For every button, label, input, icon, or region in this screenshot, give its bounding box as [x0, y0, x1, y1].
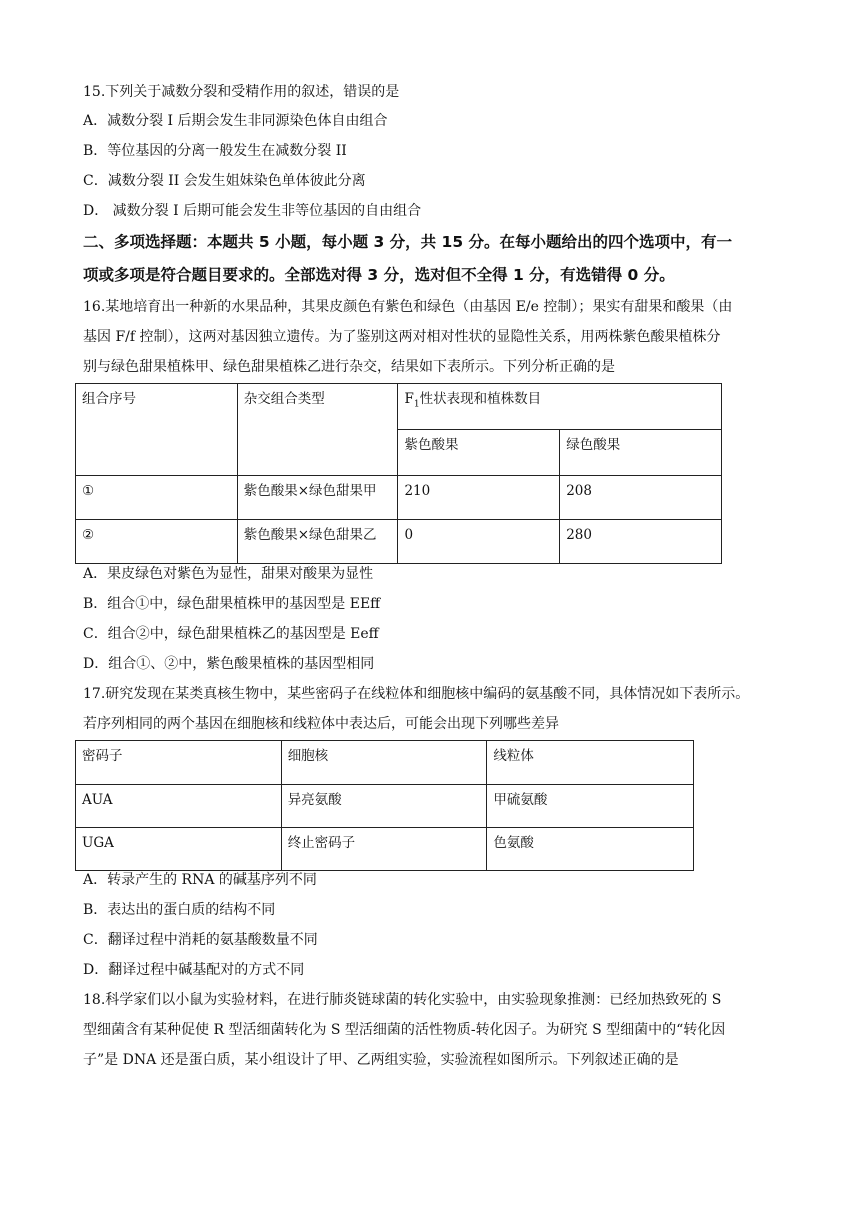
- section2-heading-line2: 项或多项是符合题目要求的。全部选对得 3 分，选对但不全得 1 分，有选错得 0 分。: [83, 266, 675, 284]
- q16-option-c: C．组合②中，绿色甜果植株乙的基因型是 Eeff: [83, 626, 379, 642]
- q16-row1-no: ①: [76, 476, 238, 520]
- q18-stem-line2: 型细菌含有某种促使 R 型活细菌转化为 S 型活细菌的活性物质-转化因子。为研究 S 型细菌中的“转化因: [83, 1022, 726, 1038]
- q17-stem-line1: 17.研究发现在某类真核生物中，某些密码子在线粒体和细胞核中编码的氨基酸不同，具体情况如下表所示。: [83, 686, 750, 702]
- table-row: [76, 785, 694, 828]
- q16-header-cross: 杂交组合类型: [237, 384, 398, 476]
- q17-row2-codon: UGA: [76, 828, 282, 871]
- q16-stem-line1: 16.某地培育出一种新的水果品种，其果皮颜色有紫色和绿色（由基因 E/e 控制）；果实有甜果和酸果（由: [83, 299, 733, 315]
- q17-stem-line2: 若序列相同的两个基因在细胞核和线粒体中表达后，可能会出现下列哪些差异: [83, 716, 559, 732]
- table-row: [76, 520, 722, 564]
- q16-row1-green: 208: [560, 476, 722, 520]
- q17-row2-nucleus: 终止密码子: [281, 828, 487, 871]
- q16-row2-green: 280: [560, 520, 722, 564]
- q17-row1-mito: 甲硫氨酸: [487, 785, 694, 828]
- q16-row2-no: ②: [76, 520, 238, 564]
- q16-table: [75, 383, 722, 564]
- q16-stem-line3: 别与绿色甜果植株甲、绿色甜果植株乙进行杂交，结果如下表所示。下列分析正确的是: [83, 359, 615, 375]
- q15-option-b: B．等位基因的分离一般发生在减数分裂 II: [83, 143, 347, 159]
- q17-header-codon: 密码子: [76, 741, 282, 785]
- q16-header-purple: 紫色酸果: [398, 430, 560, 476]
- q16-header-group: 组合序号: [76, 384, 238, 476]
- q17-option-b: B．表达出的蛋白质的结构不同: [83, 902, 276, 918]
- table-row: [76, 476, 722, 520]
- q17-option-d: D．翻译过程中碱基配对的方式不同: [83, 962, 305, 978]
- q17-option-c: C．翻译过程中消耗的氨基酸数量不同: [83, 932, 318, 948]
- q16-option-a: A．果皮绿色对紫色为显性，甜果对酸果为显性: [83, 566, 374, 582]
- q16-row2-purple: 0: [398, 520, 560, 564]
- q18-stem-line3: 子”是 DNA 还是蛋白质，某小组设计了甲、乙两组实验，实验流程如图所示。下列叙述正确的是: [83, 1052, 679, 1068]
- q17-header-nucleus: 细胞核: [281, 741, 487, 785]
- q15-option-a: A．减数分裂 I 后期会发生非同源染色体自由组合: [83, 113, 388, 129]
- q17-row2-mito: 色氨酸: [487, 828, 694, 871]
- q17-header-mito: 线粒体: [487, 741, 694, 785]
- q16-header-green: 绿色酸果: [560, 430, 722, 476]
- q16-stem-line2: 基因 F/f 控制），这两对基因独立遗传。为了鉴别这两对相对性状的显隐性关系，用两株紫色酸果植株分: [83, 329, 721, 345]
- q17-option-a: A．转录产生的 RNA 的碱基序列不同: [83, 872, 317, 888]
- q17-row1-codon: AUA: [76, 785, 282, 828]
- q18-stem-line1: 18.科学家们以小鼠为实验材料，在进行肺炎链球菌的转化实验中，由实验现象推测：已经加热致死的 S: [83, 992, 722, 1008]
- q16-option-b: B．组合①中，绿色甜果植株甲的基因型是 EEff: [83, 596, 381, 612]
- q16-row1-purple: 210: [398, 476, 560, 520]
- q16-header-f1: $F_1$性状表现和植株数目: [398, 384, 722, 430]
- table-row: [76, 828, 694, 871]
- q17-table: [75, 740, 694, 871]
- section2-heading-line1: 二、多项选择题：本题共 5 小题，每小题 3 分，共 15 分。在每小题给出的四个选项中，有一: [83, 233, 733, 251]
- q16-row2-cross: 紫色酸果×绿色甜果乙: [237, 520, 398, 564]
- q17-row1-nucleus: 异亮氨酸: [281, 785, 487, 828]
- q16-option-d: D．组合①、②中，紫色酸果植株的基因型相同: [83, 656, 375, 672]
- q16-row1-cross: 紫色酸果×绿色甜果甲: [237, 476, 398, 520]
- q15-option-c: C．减数分裂 II 会发生姐妹染色单体彼此分离: [83, 173, 366, 189]
- q15-option-d: D． 减数分裂 I 后期可能会发生非等位基因的自由组合: [83, 203, 422, 219]
- q15-stem: 15.下列关于减数分裂和受精作用的叙述，错误的是: [83, 84, 400, 100]
